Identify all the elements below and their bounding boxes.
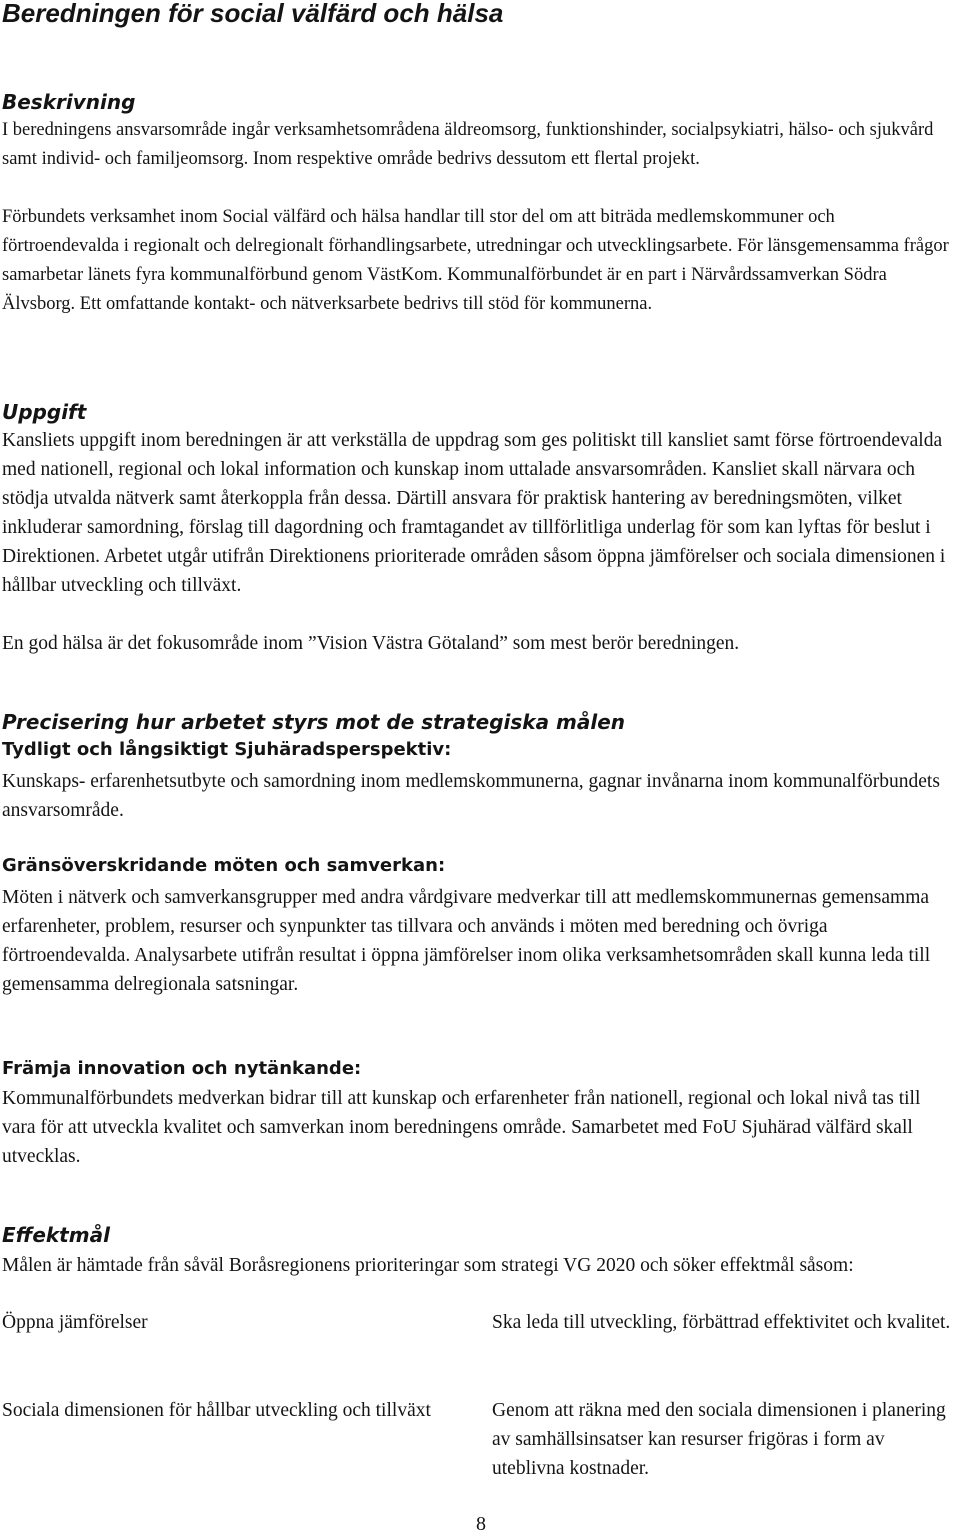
subheading-sjuharadsperspektiv: Tydligt och långsiktigt Sjuhäradsperspektiv: [2, 739, 452, 760]
uppgift-paragraph-1: Kansliets uppgift inom beredningen är att verkställa de uppdrag som ges politiskt till kansliet samt förse förtroendevalda med nationell, regional och lokal information och kunskap inom uttalade ansvarsområden. Kansliet skall närvara och stödja utvalda nätverk samt återkoppla från dessa. Därtill ansvara för praktisk hantering av beredningsmöten, vilket inkluderar samordning, förslag till dagordning och framtagandet av tillförlitliga underlag för som kan lyftas för beslut i Direktionen. Arbetet utgår utifrån Direktionens prioriterade områden såsom öppna jämförelser och sociala dimensionen i hållbar utveckling och tillväxt. [2, 430, 946, 596]
beskrivning-paragraph-1: I beredningens ansvarsområde ingår verksamhetsområdena äldreomsorg, funktionshinder, socialpsykiatri, hälso- och sjukvård samt individ- och familjeomsorg. Inom respektive område bedrivs dessutom ett flertal projekt. [2, 120, 934, 169]
subheading-gransoverskridande: Gränsöverskridande möten och samverkan: [2, 855, 446, 876]
effektmal-effect-1: Ska leda till utveckling, förbättrad effektivitet och kvalitet. [492, 1312, 951, 1333]
page-number: 8 [476, 1513, 486, 1535]
effektmal-goal-1: Öppna jämförelser [2, 1312, 148, 1333]
heading-uppgift: Uppgift [2, 400, 87, 424]
effektmal-effect-2: Genom att räkna med den sociala dimensionen i planering av samhällsinsatser kan resurser frigöras i form av uteblivna kostnader. [492, 1400, 946, 1479]
heading-beskrivning: Beskrivning [2, 90, 136, 114]
effektmal-intro: Målen är hämtade från såväl Boråsregionens prioriteringar som strategi VG 2020 och söker effektmål såsom: [2, 1255, 854, 1276]
beskrivning-paragraph-2: Förbundets verksamhet inom Social välfärd och hälsa handlar till stor del om att biträda medlemskommuner och förtroendevalda i regionalt och delregionalt förhandlingsarbete, utredningar och utvecklingsarbete. För länsgemensamma frågor samarbetar länets fyra kommunalförbund genom VästKom. Kommunalförbundet är en part i Närvårdssamverkan Södra Älvsborg. Ett omfattande kontakt- och nätverksarbete bedrivs till stöd för kommunerna. [2, 207, 949, 314]
subheading-innovation: Främja innovation och nytänkande: [2, 1058, 362, 1079]
effektmal-goal-2: Sociala dimensionen för hållbar utveckling och tillväxt [2, 1400, 431, 1421]
sjuharadsperspektiv-text: Kunskaps- erfarenhetsutbyte och samordning inom medlemskommunerna, gagnar invånarna inom kommunalförbundets ansvarsområde. [2, 771, 940, 821]
innovation-text: Kommunalförbundets medverkan bidrar till att kunskap och erfarenheter från nationell, regional och lokal nivå tas till vara för att utveckla kvalitet och samverkan inom beredningens område. Samarbetet med FoU Sjuhärad välfärd skall utvecklas. [2, 1088, 921, 1167]
uppgift-paragraph-2: En god hälsa är det fokusområde inom ”Vision Västra Götaland” som mest berör beredningen. [2, 633, 740, 654]
gransoverskridande-text: Möten i nätverk och samverkansgrupper med andra vårdgivare medverkar till att medlemskommunernas gemensamma erfarenheter, problem, resurser och synpunkter tas tillvara och används i möten med beredning och övriga förtroendevalda. Analysarbete utifrån resultat i öppna jämförelser inom olika verksamhetsområden skall kunna leda till gemensamma delregionala satsningar. [2, 887, 931, 995]
heading-precisering: Precisering hur arbetet styrs mot de strategiska målen [2, 710, 626, 734]
heading-effektmal: Effektmål [2, 1223, 110, 1247]
page-title: Beredningen för social välfärd och hälsa [2, 0, 504, 28]
